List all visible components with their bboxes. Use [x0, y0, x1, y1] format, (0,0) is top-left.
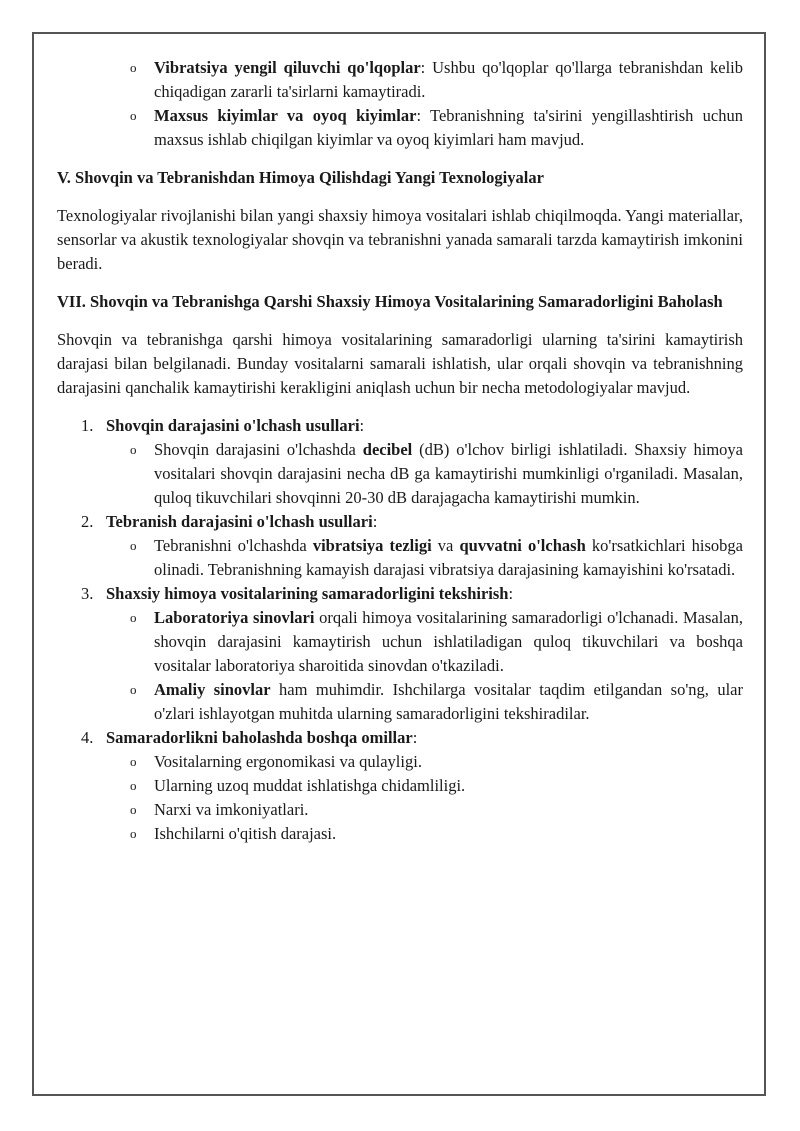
text-run: orqali himoya vositalarining samaradorligi o'lchanadi. Masalan, shovqin darajasini kamaytirish uchun ishlatiladigan quloq tikuvchilari va boshqa vositalar laboratoriya sharoitida sinovdan o'tkaziladi. [154, 608, 743, 675]
paragraph: Shovqin va tebranishga qarshi himoya vositalarining samaradorligi ularning ta'sirini kamaytirish darajasi bilan belgilanadi. Bunday vositalarni samarali ishlatish, ular orqali shovqin va tebranishning darajasini qanchalik kamaytirishi kerakligini aniqlash uchun bir necha metodologiyalar mavjud. [57, 330, 743, 397]
bold-term: quvvatni o'lchash [459, 536, 586, 555]
text-run: (dB) o'lchov birligi ishlatiladi. Shaxsiy himoya vositalari shovqin darajasini necha dB ga kamaytirishi mumkinligi o'rganiladi. Masalan, quloq tikuvchilari shovqinni 20-30 dB darajagacha kamaytirishi mumkin. [154, 440, 743, 507]
item-title: Tebranish darajasini o'lchash usullari [106, 512, 373, 531]
item-colon: : [359, 416, 365, 435]
text-run: ham muhimdir. Ishchilarga vositalar taqdim etilgandan so'ng, ular o'zlari ishlayotgan muhitda ularning samaradorligini tekshiradilar. [154, 680, 744, 723]
bullet-marker: o [130, 826, 137, 841]
bullet-marker: o [130, 108, 137, 123]
document-body [57, 56, 743, 846]
bold-term: vibratsiya tezligi [312, 536, 432, 555]
list-item [57, 104, 743, 152]
item-number: 1. [81, 416, 94, 435]
sub-list-item [57, 678, 743, 726]
text-run: Shovqin darajasini o'lchashda [154, 440, 363, 459]
text-run: Ularning uzoq muddat ishlatishga chidamliligi. [154, 776, 466, 795]
numbered-item [57, 582, 743, 606]
bullet-marker: o [130, 682, 137, 697]
list-item-text: : Tebranishning ta'sirini yengillashtirish uchun maxsus ishlab chiqilgan kiyimlar va oyoq kiyimlari ham mavjud. [154, 106, 743, 149]
bullet-marker: o [130, 538, 137, 553]
sub-list-item [57, 606, 743, 678]
item-title: Shaxsiy himoya vositalarining samaradorligini tekshirish [106, 584, 509, 603]
list-item [57, 56, 743, 104]
item-colon: : [412, 728, 418, 747]
list-item-text: : Ushbu qo'lqoplar qo'llarga tebranishdan kelib chiqadigan zararli ta'sirlarni kamaytiradi. [154, 58, 743, 101]
section-heading: VII. Shovqin va Tebranishga Qarshi Shaxsiy Himoya Vositalarining Samaradorligini Baholash [57, 292, 723, 311]
text-run: ko'rsatkichlari hisobga olinadi. Tebranishning kamayish darajasi vibratsiya darajasining kamayishini ko'rsatadi. [154, 536, 743, 579]
bullet-marker: o [130, 778, 137, 793]
bullet-marker: o [130, 442, 137, 457]
bullet-marker: o [130, 802, 137, 817]
bullet-marker: o [130, 610, 137, 625]
text-run: Narxi va imkoniyatlari. [154, 800, 309, 819]
paragraph: Texnologiyalar rivojlanishi bilan yangi shaxsiy himoya vositalari ishlab chiqilmoqda. Yangi materiallar, sensorlar va akustik texnologiyalar shovqin va tebranishni yanada samarali tarzda kamaytirish imkonini beradi. [57, 206, 743, 273]
bold-term: Laboratoriya sinovlari [154, 608, 315, 627]
text-run: Ishchilarni o'qitish darajasi. [154, 824, 337, 843]
bullet-marker: o [130, 754, 137, 769]
bold-term: Amaliy sinovlar [154, 680, 271, 699]
top-bullet-list [57, 56, 743, 152]
bold-term: decibel [362, 440, 413, 459]
numbered-item [57, 510, 743, 534]
sub-list-item [57, 534, 743, 582]
sub-list-item [57, 438, 743, 510]
item-number: 3. [81, 584, 94, 603]
item-colon: : [508, 584, 514, 603]
sub-list-item [57, 774, 743, 798]
numbered-item [57, 414, 743, 438]
text-run: Tebranishni o'lchashda [154, 536, 313, 555]
item-title: Samaradorlikni baholashda boshqa omillar [106, 728, 413, 747]
section-heading: V. Shovqin va Tebranishdan Himoya Qilishdagi Yangi Texnologiyalar [57, 168, 544, 187]
item-number: 2. [81, 512, 94, 531]
sub-list-item [57, 798, 743, 822]
item-colon: : [372, 512, 378, 531]
sub-list-item [57, 750, 743, 774]
sub-list-item [57, 822, 743, 846]
text-run: Vositalarning ergonomikasi va qulayligi. [154, 752, 422, 771]
bullet-marker: o [130, 60, 137, 75]
list-item-term: Vibratsiya yengil qiluvchi qo'lqoplar [154, 58, 421, 77]
numbered-list [57, 414, 743, 846]
text-run: va [431, 536, 460, 555]
item-number: 4. [81, 728, 94, 747]
numbered-item [57, 726, 743, 750]
item-title: Shovqin darajasini o'lchash usullari [106, 416, 360, 435]
list-item-term: Maxsus kiyimlar va oyoq kiyimlar [154, 106, 417, 125]
